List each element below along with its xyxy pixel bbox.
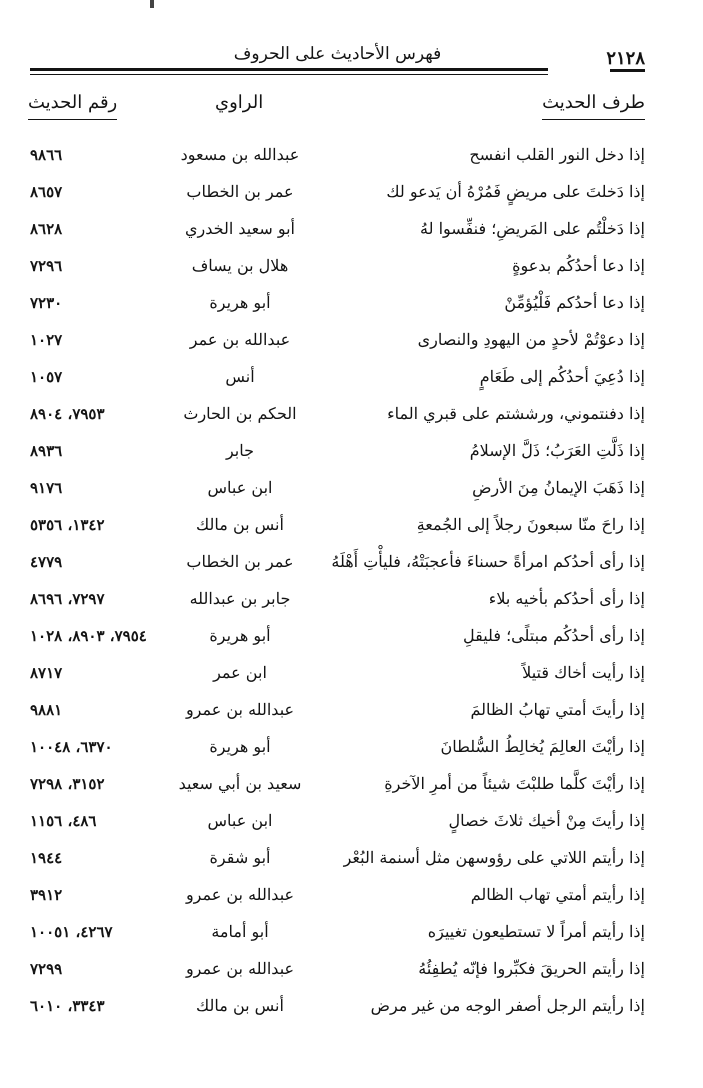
narrator-name: عبدالله بن عمرو	[185, 700, 295, 719]
hadith-number: ٦٣٧٠، ١٠٠٤٨	[30, 738, 113, 756]
hadith-number: ١٠٥٧	[30, 368, 63, 386]
table-row	[0, 589, 703, 626]
narrator-name: أنس بن مالك	[196, 515, 284, 534]
hadith-text: إذا رأيْتَ العالِمَ يُخالِطُ السُّلطانَ	[440, 737, 645, 756]
hadith-text: إذا رأيتَ أمتي تهابُ الظالمَ	[470, 700, 645, 719]
hadith-text: إذا رأيتم أمتي تهاب الظالم	[470, 885, 645, 904]
hadith-text: إذا دعا أحدُكم فَلْيُؤمِّنْ	[504, 293, 645, 312]
table-row	[0, 182, 703, 219]
table-row	[0, 145, 703, 182]
hadith-text: إذا رأى أحدُكم بأخيه بلاء	[488, 589, 645, 608]
hadith-number: ٨٦٢٨	[30, 220, 63, 238]
narrator-name: أبو هريرة	[209, 737, 271, 756]
table-row	[0, 737, 703, 774]
hadith-number: ٧٩٥٤، ٨٩٠٣، ١٠٢٨	[30, 627, 147, 645]
table-row	[0, 515, 703, 552]
hadith-number: ٨٩٣٦	[30, 442, 63, 460]
narrator-name: عبدالله بن مسعود	[180, 145, 300, 164]
hadith-number: ٣١٥٢، ٧٢٩٨	[30, 775, 105, 793]
hadith-number: ٧٩٥٣، ٨٩٠٤	[30, 405, 105, 423]
hadith-text: إذا دعوْتُمْ لأحدٍ من اليهودِ والنصارى	[417, 330, 645, 349]
narrator-name: أبو هريرة	[209, 293, 271, 312]
narrator-name: عمر بن الخطاب	[186, 182, 294, 201]
narrator-name: ابن عباس	[207, 811, 273, 830]
hadith-number: ٣٩١٢	[30, 886, 63, 904]
narrator-name: أبو هريرة	[209, 626, 271, 645]
table-row	[0, 478, 703, 515]
table-row	[0, 330, 703, 367]
table-row	[0, 885, 703, 922]
table-row	[0, 219, 703, 256]
hadith-number: ٩١٧٦	[30, 479, 63, 497]
narrator-name: أبو سعيد الخدري	[185, 219, 295, 238]
hadith-text: إذا ذَلَّتِ العَرَبُ؛ ذَلَّ الإسلامُ	[469, 441, 645, 460]
hadith-number: ٧٢٩٧، ٨٦٩٦	[30, 590, 105, 608]
table-row	[0, 811, 703, 848]
column-header-hadith: طرف الحديث	[542, 92, 645, 120]
scan-mark	[150, 0, 154, 8]
hadith-number: ٩٨٨١	[30, 701, 63, 719]
hadith-text: إذا رأيتم اللاتي على رؤوسهن مثل أسنمة البُعْر	[343, 848, 645, 867]
page-title: فهرس الأحاديث على الحروف	[233, 44, 442, 64]
hadith-number: ٨٦٥٧	[30, 183, 63, 201]
hadith-text: إذا رأيتم أمراً لا تستطيعون تغييرَه	[427, 922, 645, 941]
table-row	[0, 293, 703, 330]
hadith-number: ٤٧٧٩	[30, 553, 63, 571]
hadith-text: إذا رأيتَ مِنْ أخيك ثلاثَ خصالٍ	[448, 811, 645, 830]
narrator-name: سعيد بن أبي سعيد	[178, 774, 302, 793]
table-row	[0, 700, 703, 737]
column-headers	[0, 92, 703, 128]
hadith-text: إذا رأيتم الحريقَ فكبِّروا فإنّه يُطفِئُهُ	[418, 959, 645, 978]
narrator-name: عبدالله بن عمرو	[185, 959, 295, 978]
hadith-text: إذا دَخلْتُم على المَريضِ؛ فنفِّسوا لهُ	[420, 219, 645, 238]
column-header-number: رقم الحديث	[28, 92, 117, 120]
narrator-name: عبدالله بن عمرو	[185, 885, 295, 904]
header-rule-thin	[30, 74, 548, 75]
hadith-text: إذا رأى أحدُكم امرأةً حسناءَ فأعجبَتْهُ، فليأْتِ أَهْلَهُ	[331, 552, 645, 571]
table-row	[0, 367, 703, 404]
narrator-name: أبو شقرة	[209, 848, 271, 867]
header-rule-thick	[30, 68, 548, 71]
hadith-number: ١٠٢٧	[30, 331, 63, 349]
hadith-text: إذا دُعِيَ أحدُكُم إلى طَعَامٍ	[479, 367, 645, 386]
narrator-name: أبو أمامة	[211, 922, 269, 941]
narrator-name: ابن عمر	[213, 663, 267, 682]
hadith-index-table	[0, 145, 703, 1033]
hadith-number: ٩٨٦٦	[30, 146, 63, 164]
hadith-number: ٧٢٩٦	[30, 257, 63, 275]
table-row	[0, 663, 703, 700]
table-row	[0, 256, 703, 293]
table-row	[0, 774, 703, 811]
narrator-name: أنس	[225, 367, 255, 386]
table-row	[0, 959, 703, 996]
hadith-text: إذا راحَ منّا سبعونَ رجلاً إلى الجُمعةِ	[416, 515, 645, 534]
narrator-name: ابن عباس	[207, 478, 273, 497]
table-row	[0, 552, 703, 589]
hadith-text: إذا رأيْتَ كلَّما طلبْتَ شيئاً من أمرِ الآخرةِ	[384, 774, 645, 793]
narrator-name: عمر بن الخطاب	[186, 552, 294, 571]
hadith-text: إذا رأيتم الرجل أصفر الوجه من غير مرض	[370, 996, 645, 1015]
table-row	[0, 922, 703, 959]
hadith-number: ٨٧١٧	[30, 664, 63, 682]
table-row	[0, 404, 703, 441]
narrator-name: عبدالله بن عمر	[189, 330, 291, 349]
header-rule-right	[610, 69, 645, 72]
table-row	[0, 848, 703, 885]
narrator-name: الحكم بن الحارث	[183, 404, 297, 423]
hadith-text: إذا ذَهَبَ الإيمانُ مِنَ الأرضِ	[472, 478, 645, 497]
column-header-narrator: الراوي	[215, 92, 264, 113]
hadith-text: إذا دَخلتَ على مريضٍ فَمُرْهُ أن يَدعو لك	[386, 182, 645, 201]
hadith-number: ٤٨٦، ١١٥٦	[30, 812, 97, 830]
narrator-name: جابر بن عبدالله	[189, 589, 291, 608]
hadith-text: إذا دفنتموني، ورششتم على قبري الماء	[387, 404, 645, 423]
hadith-text: إذا رأى أحدُكُم مبتلًى؛ فليقلِ	[463, 626, 645, 645]
table-row	[0, 996, 703, 1033]
hadith-number: ١٣٤٢، ٥٣٥٦	[30, 516, 105, 534]
hadith-number: ١٩٤٤	[30, 849, 63, 867]
hadith-text: إذا دعا أحدُكُم بدعوةٍ	[512, 256, 645, 275]
hadith-number: ٤٢٦٧، ١٠٠٥١	[30, 923, 113, 941]
hadith-number: ٧٢٣٠	[30, 294, 63, 312]
hadith-text: إذا دخل النور القلب انفسح	[469, 145, 645, 164]
narrator-name: جابر	[225, 441, 255, 460]
hadith-number: ٧٢٩٩	[30, 960, 63, 978]
narrator-name: أنس بن مالك	[196, 996, 284, 1015]
hadith-number: ٣٣٤٣، ٦٠١٠	[30, 997, 105, 1015]
narrator-name: هلال بن يساف	[191, 256, 289, 275]
table-row	[0, 626, 703, 663]
page-number: ٢١٢٨	[602, 48, 645, 69]
hadith-text: إذا رأيت أخاك قتيلاً	[522, 663, 645, 682]
table-row	[0, 441, 703, 478]
